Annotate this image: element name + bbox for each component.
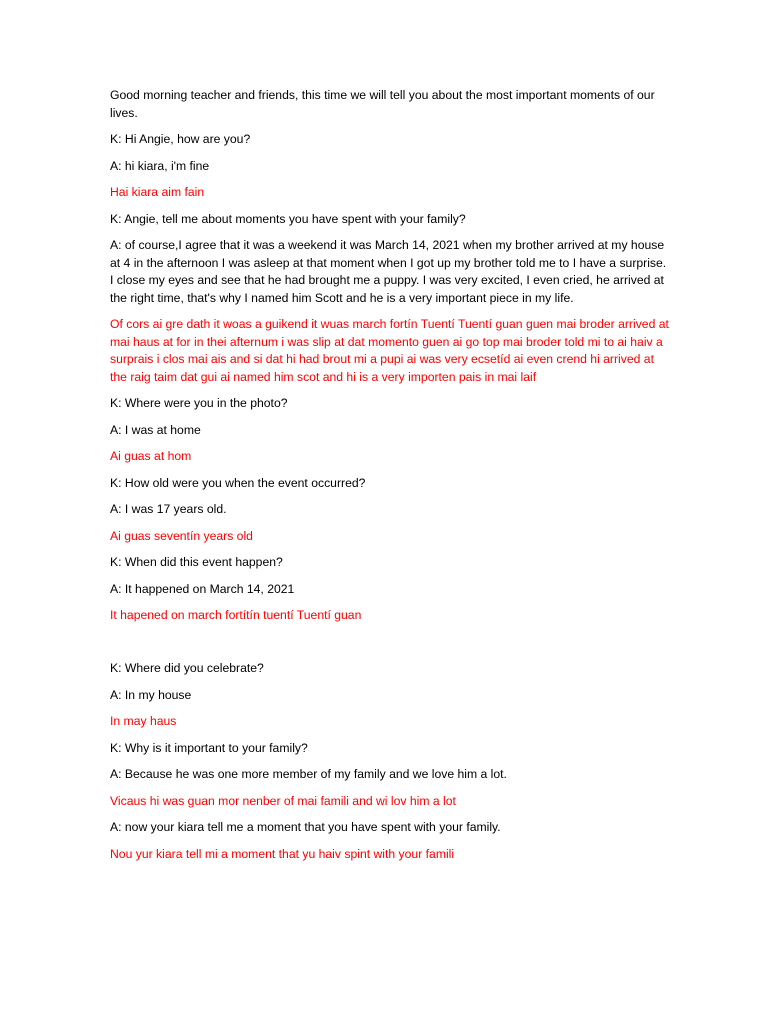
paragraph-pronunciation: Ai guas at hom [110, 449, 192, 463]
paragraph-pronunciation: It hapened on march fortítín tuentí Tuentí guan [110, 608, 362, 622]
paragraph-pronunciation: Of cors ai gre dath it woas a guikend it wuas march fortín Tuentí Tuentí guan guen mai broder arrived at mai haus at for in thei afternum i was slip at dat momento guen ai go top mai broder told mi to ai haiv a surprais i clos mai ais and si dat hi had brout mi a pupi ai was very ecsetíd ai even crend hi arrived at the raig taim dat gui ai named him scot and hi is a very importen pais in mai laif [110, 317, 669, 384]
paragraph-answer: A: It happened on March 14, 2021 [110, 581, 295, 596]
paragraph-pronunciation: In may haus [110, 714, 177, 728]
paragraph-answer: A: hi kiara, i'm fine [110, 158, 210, 173]
paragraph-pronunciation: Nou yur kiara tell mi a moment that yu haiv spint with your famili [110, 846, 455, 861]
paragraph-pronunciation: Hai kiara aim fain [110, 185, 205, 199]
paragraph-answer: A: of course,I agree that it was a weekend it was March 14, 2021 when my brother arrived at my house at 4 in the afternoon I was asleep at that moment when I got up my brother told me to I have a surprise. I close my eyes and see that he had brought me a puppy. I was very excited, I even cried, he arrived at the right time, that's why I named him Scott and he is a very important piece in my life. [110, 238, 667, 305]
paragraph-pronunciation: Ai guas seventín years old [110, 528, 253, 543]
paragraph-question: K: How old were you when the event occurred? [110, 475, 366, 490]
paragraph-question: K: Why is it important to your family? [110, 740, 308, 755]
paragraph-question: K: When did this event happen? [110, 555, 283, 569]
paragraph-question: K: Angie, tell me about moments you have spent with your family? [110, 211, 466, 226]
paragraph-answer: A: now your kiara tell me a moment that you have spent with your family. [110, 820, 501, 834]
paragraph-answer: A: I was at home [110, 422, 201, 437]
paragraph-blank [110, 634, 670, 652]
paragraph-answer: A: In my house [110, 687, 192, 702]
paragraph-answer: A: Because he was one more member of my family and we love him a lot. [110, 767, 507, 781]
paragraph-pronunciation: Vicaus hi was guan mor nenber of mai famili and wi lov him a lot [110, 793, 456, 808]
paragraph-question: K: Hi Angie, how are you? [110, 132, 251, 146]
paragraph-question: K: Where did you celebrate? [110, 661, 264, 675]
paragraph-question: K: Where were you in the photo? [110, 396, 288, 410]
document-page [110, 87, 670, 863]
paragraph-intro: Good morning teacher and friends, this time we will tell you about the most important moments of our lives. [110, 88, 655, 120]
paragraph-answer: A: I was 17 years old. [110, 502, 227, 516]
